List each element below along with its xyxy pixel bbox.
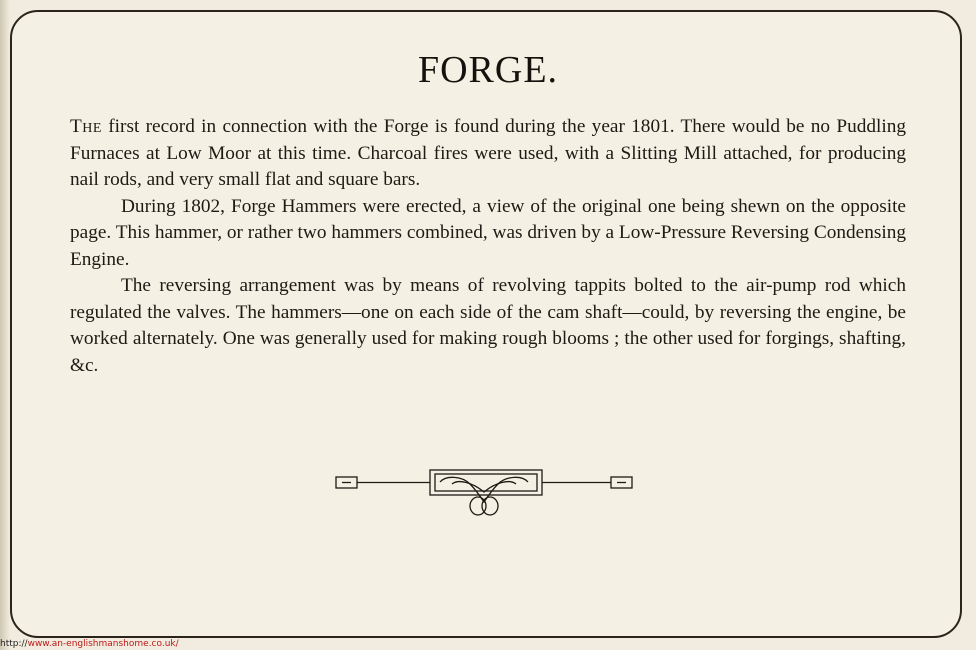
paragraph-3: The reversing arrangement was by means of revolving tappits bolted to the air-pump rod which regulated the valves. The hammers—one on each side of the cam shaft—could, by reversing the engine, be worked alternately. One was generally used for making rough blooms ; the other used for forgings, shafting, &c. [70, 275, 906, 376]
source-url[interactable] [0, 639, 179, 649]
url-prefix: http:// [0, 639, 28, 649]
page-edge-shadow [0, 0, 10, 650]
drop-word: The [70, 116, 102, 137]
url-link[interactable]: www.an-englishmanshome.co.uk/ [27, 639, 179, 649]
decorative-ornament [334, 462, 634, 522]
page-title: FORGE. [417, 49, 559, 91]
paragraph-2: During 1802, Forge Hammers were erected, a view of the original one being shewn on the opposite page. This hammer, or rather two hammers combined, was driven by a Low-Pressure Reversing Condensing Engine. [70, 195, 906, 270]
paragraph-1-text: first record in connection with the Forge is found during the year 1801. There would be no Puddling Furnaces at Low Moor at this time. Charcoal fires were used, with a Slitting Mill attached, for producing nail rods, and very small flat and square bars. [70, 116, 906, 190]
body-text [70, 114, 906, 379]
paragraph-1 [70, 114, 906, 194]
